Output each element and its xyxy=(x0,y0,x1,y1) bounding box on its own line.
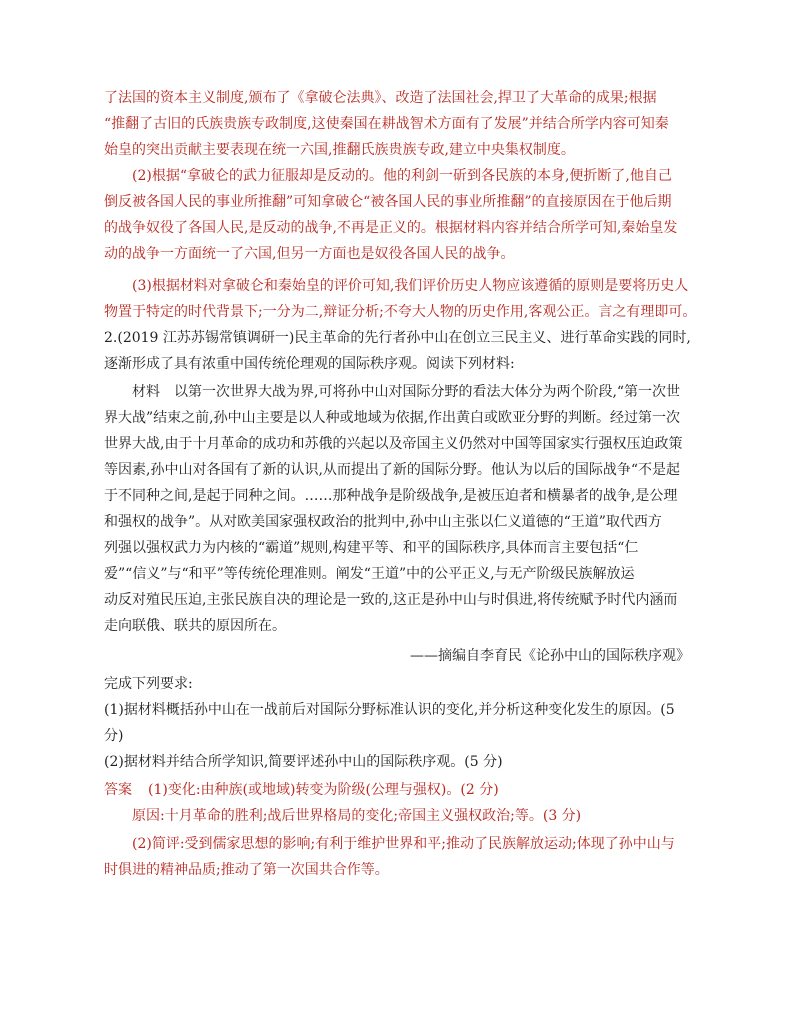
material-line: 界大战”结束之前,孙中山主要是以人种或地域为依据,作出黄白或欧亚分野的判断。经过第一次 xyxy=(104,410,681,426)
answer-line: 的战争奴役了各国人民,是反动的战争,不再是正义的。根据材料内容并结合所学可知,秦始皇发 xyxy=(104,220,678,236)
answer-line: 始皇的突出贡献主要表现在统一六国,推翻氏族贵族专政,建立中央集权制度。 xyxy=(104,142,575,158)
material-line: 于不同种之间,是起于同种之间。……那种战争是阶级战争,是被压迫者和横暴者的战争,是公理 xyxy=(104,488,678,504)
question-stem: 2.(2019 江苏苏锡常镇调研一)民主革命的先行者孙中山在创立三民主义、进行革命实践的同时, xyxy=(104,330,691,346)
answer-line: “推翻了古旧的氏族贵族专政制度,这使秦国在耕战智术方面有了发展”并结合所学内容可知秦 xyxy=(104,116,669,132)
material-line: 材料 以第一次世界大战为界,可将孙中山对国际分野的看法大体分为两个阶段,“第一次世 xyxy=(132,384,681,400)
answer-line: 动的战争一方面统一了六国,但另一方面也是奴役各国人民的战争。 xyxy=(104,246,515,262)
requirement-1: 分) xyxy=(104,728,124,744)
material-line: 等因素,孙中山对各国有了新的认识,从而提出了新的国际分野。他认为以后的国际战争“不是起 xyxy=(104,462,681,478)
material-line: 世界大战,由于十月革命的成功和苏俄的兴起以及帝国主义仍然对中国等国家实行强权压迫政策 xyxy=(104,436,683,452)
answer-line: 了法国的资本主义制度,颁布了《拿破仑法典》、改造了法国社会,捍卫了大革命的成果;根据 xyxy=(104,90,657,106)
material-line: 和强权的战争”。从对欧美国家强权政治的批判中,孙中山主张以仁义道德的“王道”取代西方 xyxy=(104,514,662,530)
requirement-2: (2)据材料并结合所学知识,简要评述孙中山的国际秩序观。(5 分) xyxy=(104,754,503,770)
answer-line: 倒反被各国人民的事业所推翻”可知拿破仑“被各国人民的事业所推翻”的直接原因在于他后期 xyxy=(104,194,672,210)
material-source: ——摘编自李育民《论孙中山的国际秩序观》 xyxy=(410,648,690,664)
material-line: 爱”“信义”与“和平”等传统伦理准则。阐发“王道”中的公平正义,与无产阶级民族解放运 xyxy=(104,566,635,582)
answer-label: 答案 xyxy=(104,782,132,798)
answer-2: 时俱进的精神品质;推动了第一次国共合作等。 xyxy=(104,862,389,878)
answer-2: (2)简评:受到儒家思想的影响;有利于维护世界和平;推动了民族解放运动;体现了孙中山与 xyxy=(132,836,675,852)
requirements-title: 完成下列要求: xyxy=(104,676,193,692)
answer-1: (1)变化:由种族(或地域)转变为阶级(公理与强权)。(2 分) xyxy=(148,782,499,798)
requirement-1: (1)据材料概括孙中山在一战前后对国际分野标准认识的变化,并分析这种变化发生的原因。(5 xyxy=(104,702,675,718)
material-line: 动反对殖民压迫,主张民族自决的理论是一致的,这正是孙中山与时俱进,将传统赋予时代内涵而 xyxy=(104,592,678,608)
question-stem: 逐渐形成了具有浓重中国传统伦理观的国际秩序观。阅读下列材料: xyxy=(104,356,515,372)
material-line: 列强以强权武力为内核的“霸道”规则,构建平等、和平的国际秩序,具体而言主要包括“仁 xyxy=(104,540,639,556)
answer-line: 物置于特定的时代背景下;一分为二,辩证分析;不夸大人物的历史作用,客观公正。言之有理即可。 xyxy=(104,304,697,320)
answer-1-reason: 原因:十月革命的胜利;战后世界格局的变化;帝国主义强权政治;等。(3 分) xyxy=(132,808,582,824)
material-line: 走向联俄、联共的原因所在。 xyxy=(104,618,286,634)
answer-line: (2)根据“拿破仑的武力征服却是反动的。他的利剑一斫到各民族的本身,便折断了,他自己 xyxy=(132,168,672,184)
answer-line: (3)根据材料对拿破仑和秦始皇的评价可知,我们评价历史人物应该遵循的原则是要将历史人 xyxy=(132,278,689,294)
